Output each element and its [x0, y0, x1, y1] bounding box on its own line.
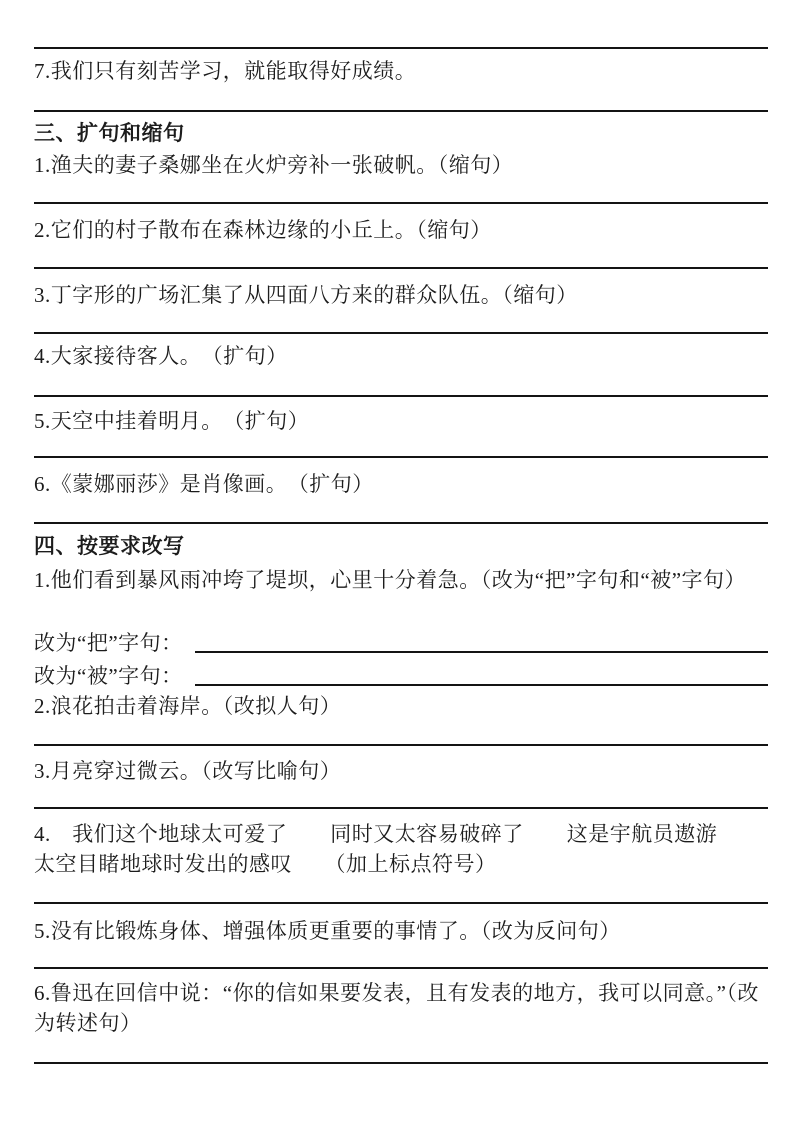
answer-rule: [34, 47, 768, 49]
answer-rule: [34, 202, 768, 204]
answer-rule: [34, 744, 768, 746]
fill-in-row-bei: [34, 662, 768, 690]
answer-blank-line: [195, 631, 768, 653]
question-text: 5.天空中挂着明月。 （扩句）: [34, 409, 310, 433]
fill-in-row-ba: [34, 629, 768, 657]
section-three-title: 三、扩句和缩句: [34, 121, 185, 145]
answer-rule: [34, 332, 768, 334]
section-four-title: 四、按要求改写: [34, 534, 185, 558]
answer-rule: [34, 967, 768, 969]
question-text: 7.我们只有刻苦学习，就能取得好成绩。: [34, 59, 417, 83]
question-text: 2.它们的村子散布在森林边缘的小丘上。（缩句）: [34, 218, 492, 242]
question-text: 4. 我们这个地球太可爱了 同时又太容易破碎了 这是宇航员遨游太空目睹地球时发出的感叹 （加上标点符号）: [34, 822, 718, 876]
answer-rule: [34, 267, 768, 269]
question-text: 1.他们看到暴风雨冲垮了堤坝，心里十分着急。（改为“把”字句和“被”字句）: [34, 568, 747, 592]
answer-rule: [34, 902, 768, 904]
answer-rule: [34, 1062, 768, 1064]
question-text: 4.大家接待客人。 （扩句）: [34, 344, 288, 368]
question-text: 3.丁字形的广场汇集了从四面八方来的群众队伍。（缩句）: [34, 283, 578, 307]
question-text: 6.鲁迅在回信中说：“你的信如果要发表，且有发表的地方，我可以同意。”（改为转述句）: [34, 981, 759, 1035]
answer-rule: [34, 110, 768, 112]
fill-label-bei: 改为“被”字句：: [34, 664, 183, 688]
question-text: 1.渔夫的妻子桑娜坐在火炉旁补一张破帆。（缩句）: [34, 153, 514, 177]
answer-rule: [34, 807, 768, 809]
question-text: 6.《蒙娜丽莎》是肖像画。 （扩句）: [34, 472, 374, 496]
question-text: 3.月亮穿过微云。（改写比喻句）: [34, 759, 342, 783]
answer-rule: [34, 456, 768, 458]
answer-rule: [34, 522, 768, 524]
fill-label-ba: 改为“把”字句：: [34, 631, 183, 655]
answer-blank-line: [195, 664, 768, 686]
question-text: 2.浪花拍击着海岸。（改拟人句）: [34, 694, 342, 718]
answer-rule: [34, 395, 768, 397]
question-text: 5.没有比锻炼身体、增强体质更重要的事情了。（改为反问句）: [34, 919, 621, 943]
